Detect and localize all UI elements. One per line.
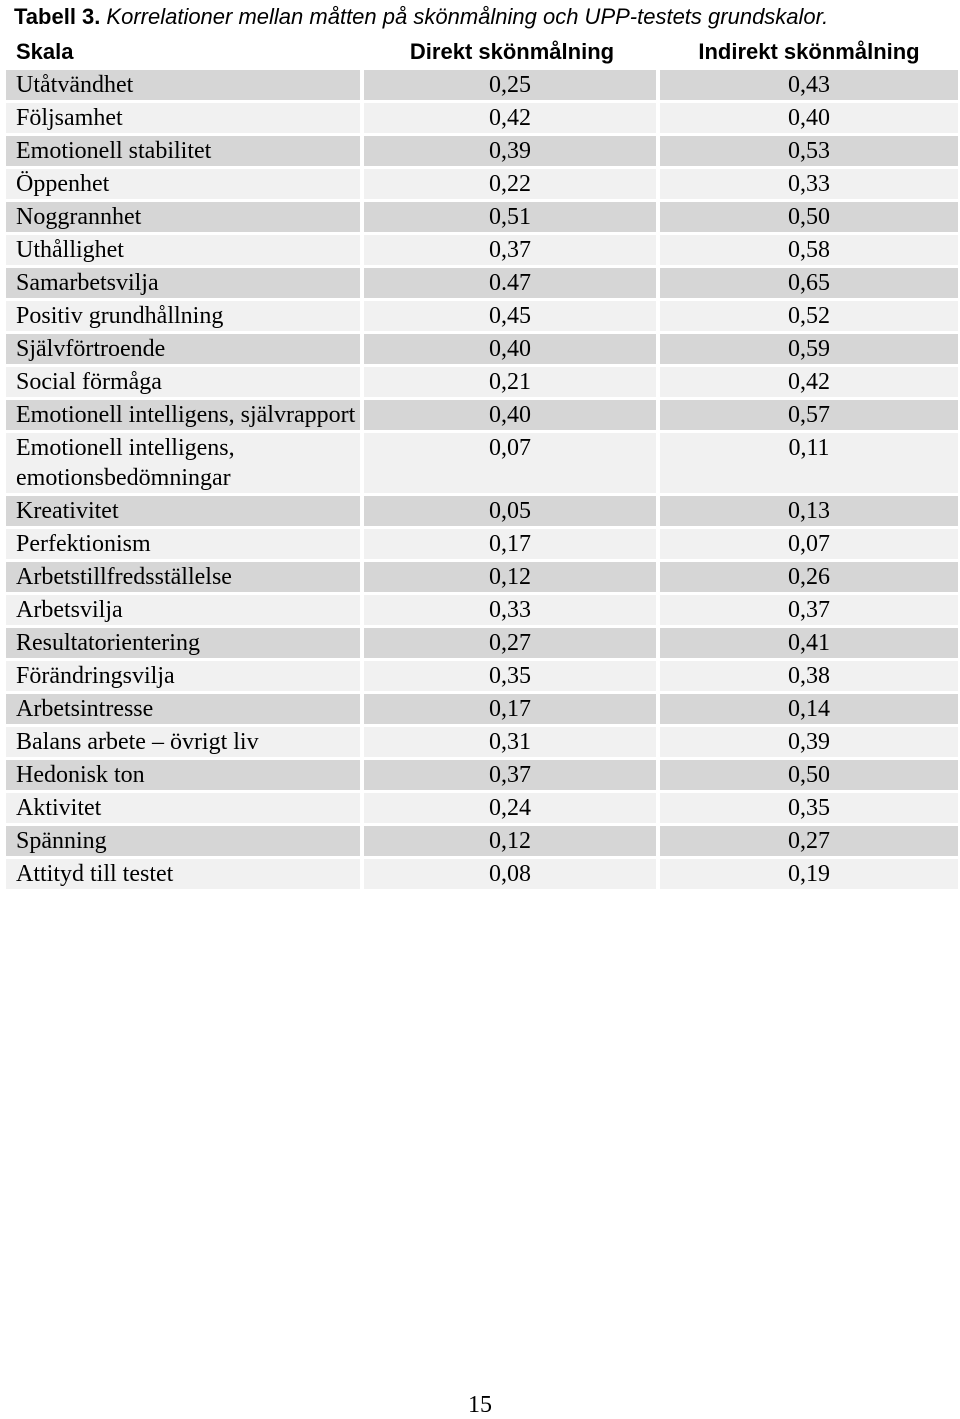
table-row (6, 136, 958, 166)
indirect-value-cell: 0,27 (660, 826, 958, 856)
table-row (6, 301, 958, 331)
table-caption (14, 2, 954, 32)
direct-value-cell: 0,37 (364, 760, 660, 790)
indirect-value-cell: 0,58 (660, 235, 958, 265)
direct-value-cell: 0,37 (364, 235, 660, 265)
table-row (6, 727, 958, 757)
indirect-value-cell: 0,59 (660, 334, 958, 364)
indirect-value-cell: 0,19 (660, 859, 958, 889)
indirect-value-cell: 0,38 (660, 661, 958, 691)
scale-name-cell: Förändringsvilja (6, 661, 364, 691)
direct-value-cell: 0,12 (364, 826, 660, 856)
table-row (6, 826, 958, 856)
table-row (6, 202, 958, 232)
scale-name-cell: Balans arbete – övrigt liv (6, 727, 364, 757)
indirect-value-cell: 0,33 (660, 169, 958, 199)
direct-value-cell: 0,21 (364, 367, 660, 397)
direct-value-cell: 0,25 (364, 70, 660, 100)
table-row (6, 793, 958, 823)
table-row (6, 496, 958, 526)
indirect-value-cell: 0,14 (660, 694, 958, 724)
direct-value-cell: 0,08 (364, 859, 660, 889)
direct-value-cell: 0,27 (364, 628, 660, 658)
table-row (6, 169, 958, 199)
table-row (6, 529, 958, 559)
table-row (6, 103, 958, 133)
direct-value-cell: 0,05 (364, 496, 660, 526)
indirect-value-cell: 0,26 (660, 562, 958, 592)
scale-name-cell: Arbetsvilja (6, 595, 364, 625)
direct-value-cell: 0,40 (364, 334, 660, 364)
indirect-value-cell: 0,37 (660, 595, 958, 625)
scale-name-cell: Social förmåga (6, 367, 364, 397)
direct-value-cell: 0,24 (364, 793, 660, 823)
indirect-value-cell: 0,57 (660, 400, 958, 430)
scale-name-cell: Attityd till testet (6, 859, 364, 889)
direct-value-cell: 0,39 (364, 136, 660, 166)
scale-name-cell: Arbetsintresse (6, 694, 364, 724)
table-row (6, 433, 958, 493)
table-row (6, 70, 958, 100)
header-direkt: Direkt skönmålning (364, 36, 660, 67)
table-body (6, 70, 958, 889)
indirect-value-cell: 0,52 (660, 301, 958, 331)
header-indirekt: Indirekt skönmålning (660, 36, 958, 67)
scale-name-cell: Självförtroende (6, 334, 364, 364)
scale-name-cell: Aktivitet (6, 793, 364, 823)
direct-value-cell: 0.47 (364, 268, 660, 298)
direct-value-cell: 0,42 (364, 103, 660, 133)
indirect-value-cell: 0,11 (660, 433, 958, 493)
scale-name-cell: Positiv grundhållning (6, 301, 364, 331)
header-skala: Skala (6, 36, 364, 67)
direct-value-cell: 0,12 (364, 562, 660, 592)
scale-name-cell: Noggrannhet (6, 202, 364, 232)
direct-value-cell: 0,40 (364, 400, 660, 430)
table-row (6, 661, 958, 691)
scale-name-cell: Öppenhet (6, 169, 364, 199)
indirect-value-cell: 0,13 (660, 496, 958, 526)
scale-name-cell: Arbetstillfredsställelse (6, 562, 364, 592)
scale-name-cell: Följsamhet (6, 103, 364, 133)
table-row (6, 859, 958, 889)
table-header-row (6, 36, 958, 67)
indirect-value-cell: 0,53 (660, 136, 958, 166)
scale-name-cell: Uthållighet (6, 235, 364, 265)
direct-value-cell: 0,33 (364, 595, 660, 625)
scale-name-cell: Hedonisk ton (6, 760, 364, 790)
caption-label: Tabell 3. (14, 4, 101, 29)
scale-name-cell: Perfektionism (6, 529, 364, 559)
table-row (6, 268, 958, 298)
indirect-value-cell: 0,50 (660, 760, 958, 790)
table-row (6, 628, 958, 658)
scale-name-cell: Resultatorientering (6, 628, 364, 658)
direct-value-cell: 0,35 (364, 661, 660, 691)
table-row (6, 235, 958, 265)
direct-value-cell: 0,17 (364, 694, 660, 724)
indirect-value-cell: 0,35 (660, 793, 958, 823)
direct-value-cell: 0,31 (364, 727, 660, 757)
scale-name-cell: Kreativitet (6, 496, 364, 526)
indirect-value-cell: 0,42 (660, 367, 958, 397)
indirect-value-cell: 0,39 (660, 727, 958, 757)
indirect-value-cell: 0,40 (660, 103, 958, 133)
correlation-table (6, 33, 958, 892)
table-row (6, 400, 958, 430)
scale-name-cell: Emotionell intelligens, emotionsbedömningar (6, 433, 364, 493)
direct-value-cell: 0,17 (364, 529, 660, 559)
indirect-value-cell: 0,41 (660, 628, 958, 658)
table-row (6, 334, 958, 364)
table-row (6, 694, 958, 724)
table-row (6, 367, 958, 397)
scale-name-cell: Emotionell intelligens, självrapport (6, 400, 364, 430)
direct-value-cell: 0,45 (364, 301, 660, 331)
direct-value-cell: 0,22 (364, 169, 660, 199)
indirect-value-cell: 0,07 (660, 529, 958, 559)
table-row (6, 595, 958, 625)
caption-title: Korrelationer mellan måtten på skönmålning och UPP-testets grundskalor. (106, 4, 829, 29)
scale-name-cell: Samarbetsvilja (6, 268, 364, 298)
indirect-value-cell: 0,43 (660, 70, 958, 100)
scale-name-cell: Emotionell stabilitet (6, 136, 364, 166)
table-row (6, 562, 958, 592)
direct-value-cell: 0,07 (364, 433, 660, 493)
page-number: 15 (468, 1392, 492, 1418)
table-row (6, 760, 958, 790)
indirect-value-cell: 0,50 (660, 202, 958, 232)
scale-name-cell: Utåtvändhet (6, 70, 364, 100)
direct-value-cell: 0,51 (364, 202, 660, 232)
scale-name-cell: Spänning (6, 826, 364, 856)
indirect-value-cell: 0,65 (660, 268, 958, 298)
